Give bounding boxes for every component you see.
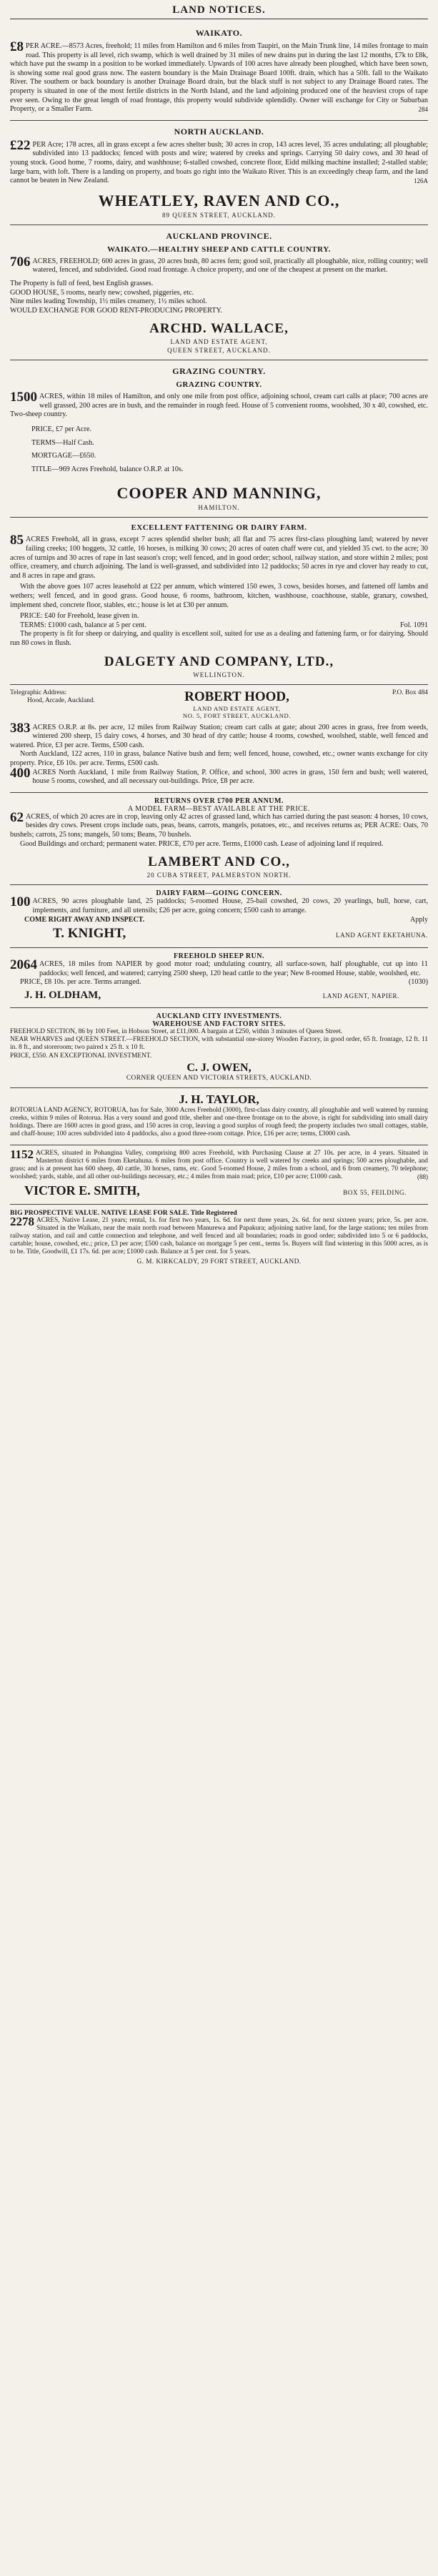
hood-lead-1: 383 bbox=[10, 720, 31, 736]
fattening-title: EXCELLENT FATTENING OR DAIRY FARM. bbox=[131, 523, 307, 533]
fattening-text: ACRES Freehold, all in grass, except 7 acres splendid shelter bush; all flat and 75 acres first-class ploughing land; watered by never failing creeks; 100 hoggets, 32 cattle, 16 horses, is milking 30 cows; 20 acres of oaten chaff were cut, and yielded 35 cwt. to the acre; 30 acres of turnips and 30 acres of rape in last season's crop; well fenced, and in good order; school, railway station, and store within 2 miles; post office, creamery, and church adjoining. The land is well-grassed, and subdivided into 12 paddocks; 50 acres in rye and clover hay ready to cut, and 8 acres in rape and grass. bbox=[10, 536, 428, 580]
owen-text-2: NEAR WHARVES and QUEEN STREET.—FREEHOLD SECTION, with substantial one-storey Wooden Factory, in good order, 65 ft. frontage, 12 ft. 11 in. 8 ft., and storeroom; two paired x 25 ft. x 10 ft. bbox=[10, 1036, 428, 1052]
kirkcaldy-title: BIG PROSPECTIVE VALUE. NATIVE LEASE FOR SALE. Title Registered bbox=[10, 1208, 237, 1217]
waikato-text: PER ACRE.—8573 Acres, freehold; 11 miles from Hamilton and 6 miles from Taupiri, on the Main Trunk line, 14 miles frontage to main road. This property is all level, rich swamp, which is well drained by 31 miles of new drains put in during the last 12 months, £7k to £8k, which have put the swamp in a position to be worked immediately. Upwards of 100 acres have already been ploughed, which have been sown, is showing some real good grass now. The eastern boundary is the Main Drainage Board 100ft. drain, which has a 50ft. fall to the Waikato River. The southern or back boundary is another Drainage Board drain, but the black stuff is not subject to any Drainage Board rates. The property is situated in one of the most fertile districts in the North Island, and the land adjoining produced one of the heaviest crops of rape ever seen. Owing to the great length of road frontage, this property would subdivide splendidly. Owner will exchange for City or Suburban Property, or a Smaller Farm. bbox=[10, 42, 428, 114]
owen-price: PRICE, £550. AN EXCEPTIONAL INVESTMENT. bbox=[10, 1052, 152, 1060]
auckland-province-notice bbox=[10, 225, 428, 361]
fattening-notice bbox=[10, 518, 428, 684]
smith-notice bbox=[10, 1145, 428, 1205]
hood-sub: LAND AND ESTATE AGENT, bbox=[193, 704, 281, 712]
grazing-lead: 1500 bbox=[10, 390, 37, 405]
taylor-notice bbox=[10, 1088, 428, 1145]
fattening-text-3: The property is fit for sheep or dairying, and quality is excellent soil, suited for use as a dealing and fattening farm, or for dairying. Should run 80 cows in flush. bbox=[10, 630, 428, 647]
land-notices-page bbox=[10, 0, 428, 1271]
owen-name: C. J. OWEN, bbox=[186, 1061, 252, 1074]
hood-text-2: North Auckland, 122 acres, 110 in grass, balance Native bush and fern; well fenced, house, cowshed, etc.; owner wants exchange for city property. Price, £6 10s. per acre. Terms, £500 cash. bbox=[10, 750, 428, 767]
fattening-text-2: With the above goes 107 acres leasehold at £22 per annum, which wintered 150 ewes, 3 cows, besides horses, and fattened off lambs and wethers; well fenced, and in good grass. Good house, 6 rooms, bathroom, kitchen, washhouse, coachhouse, stable, granary, cowshed, implement shed, concrete floor, stables, etc.; house is let at £30 per annum. bbox=[10, 583, 428, 609]
auckland-province-subtitle: WAIKATO.—HEALTHY SHEEP AND CATTLE COUNTRY. bbox=[107, 245, 331, 254]
hood-notice bbox=[10, 685, 428, 793]
oldham-fee: (1030) bbox=[408, 978, 428, 987]
knight-body bbox=[10, 894, 428, 915]
owen-addr: CORNER QUEEN AND VICTORIA STREETS, AUCKLAND. bbox=[126, 1074, 312, 1082]
oldham-body bbox=[10, 957, 428, 978]
oldham-notice bbox=[10, 948, 428, 1008]
hood-lead-2: 400 bbox=[10, 765, 31, 781]
grazing-subtitle: GRAZING COUNTRY. bbox=[176, 380, 262, 390]
fattening-fol: Fol. 1091 bbox=[399, 621, 428, 629]
fattening-lead: 85 bbox=[10, 533, 24, 548]
oldham-name: J. H. OLDHAM, bbox=[24, 990, 101, 1002]
waikato-notice bbox=[10, 22, 428, 121]
auckland-province-body bbox=[10, 254, 428, 275]
oldham-name-row bbox=[10, 990, 428, 1002]
hood-telegraphic bbox=[10, 689, 103, 719]
cooper-address: HAMILTON. bbox=[198, 504, 240, 512]
grazing-text: ACRES, within 18 miles of Hamilton, and only one mile from post office, adjoining school, cream cart calls at place; 700 acres are well grassed, 200 acres are in bush, and the remainder in rough feed. House of 5 convenient rooms, woolshed, 30 x 40, cowshed, etc. Two-sheep country. bbox=[10, 393, 428, 419]
oldham-sub: LAND AGENT, NAPIER. bbox=[322, 992, 399, 1000]
knight-text: ACRES, 90 acres ploughable land, 25 paddocks; 5-roomed House, 25-bail cowshed, 20 cows, 20 yearlings, bull, horse, cart, implements, and furniture, and all utensils; £26 per acre, going concern; £500 cash to arrange. bbox=[32, 897, 428, 914]
smith-name-row bbox=[10, 1183, 428, 1198]
smith-box: BOX 55, FEILDING. bbox=[343, 1188, 407, 1196]
kirkcaldy-body bbox=[10, 1214, 428, 1257]
grazing-title-note: TITLE—969 Acres Freehold, balance O.R.P. at 10s. bbox=[31, 465, 184, 473]
knight-name: T. KNIGHT, bbox=[53, 926, 126, 942]
owen-title-1: AUCKLAND CITY INVESTMENTS. bbox=[156, 1012, 282, 1021]
lambert-agent-name: LAMBERT AND CO., bbox=[148, 854, 290, 870]
owen-notice bbox=[10, 1008, 428, 1088]
wallace-agent-name: ARCHD. WALLACE, bbox=[149, 321, 289, 337]
page-header: LAND NOTICES. bbox=[10, 4, 428, 19]
hood-body-1 bbox=[10, 720, 428, 751]
hood-tele-value: Hood, Arcade, Auckland. bbox=[27, 696, 96, 704]
smith-body bbox=[10, 1147, 428, 1182]
waikato-fee: 284 bbox=[418, 106, 428, 114]
grazing-mortgage: MORTGAGE—£650. bbox=[31, 452, 96, 460]
north-auckland-fee: 126A bbox=[414, 177, 428, 185]
hood-name: ROBERT HOOD, bbox=[184, 689, 289, 704]
north-auckland-notice bbox=[10, 121, 428, 225]
auckland-province-extra-3: Nine miles leading Township, 1½ miles creamery, 1½ miles school. bbox=[10, 297, 207, 306]
auckland-province-extra-2: GOOD HOUSE, 5 rooms, nearly new; cowshed, piggeries, etc. bbox=[10, 288, 194, 297]
model-title: RETURNS OVER £700 PER ANNUM. bbox=[154, 796, 284, 805]
cooper-agent-name: COOPER AND MANNING, bbox=[116, 484, 322, 503]
grazing-body bbox=[10, 390, 428, 420]
dalgety-agent-name: DALGETY AND COMPANY, LTD., bbox=[104, 653, 334, 669]
owen-title-2: WAREHOUSE AND FACTORY SITES. bbox=[152, 1020, 286, 1029]
owen-text-1: FREEHOLD SECTION, 86 by 100 Feet, in Hobson Street, at £11,000. A bargain at £250, within 3 minutes of Queen Street. bbox=[10, 1028, 343, 1036]
model-lead: 62 bbox=[10, 809, 24, 825]
model-text-2: Good Buildings and orchard; permanent water. PRICE, £70 per acre. Terms, £1000 cash. Lease of adjoining land if required. bbox=[20, 839, 384, 848]
knight-note-row bbox=[10, 916, 428, 924]
north-auckland-text: PER Acre; 178 acres, all in grass except a few acres shelter bush; 30 acres in crop, 143 acres level, 35 acres undulating; all ploughable; subdivided into 13 paddocks; fenced with posts and wire; watered by creeks and springs. Carrying 50 dairy cows, and 30 head of young stock. Good home, 7 rooms, dairy, and washhouse; 6-stalled cowshed, concrete floor, Eidd milking machine installed; 2-stalled stable; large barn, with loft. There is a landing on property, and boats go right into the Waikato River. This is an exceedingly cheap farm, and the land cannot be beaten in New Zealand. bbox=[10, 140, 428, 185]
smith-name: VICTOR E. SMITH, bbox=[24, 1183, 140, 1198]
auckland-province-text: ACRES, FREEHOLD; 600 acres in grass, 20 acres bush, 80 acres fern; good soil, practically all ploughable, nice, rolling country; well watered, fenced, and subdivided. Good road frontage. A choice property, and one of the cheapest at present on the market. bbox=[32, 257, 428, 275]
kirkcaldy-lead: 2278 bbox=[10, 1214, 34, 1228]
auckland-province-title: AUCKLAND PROVINCE. bbox=[166, 230, 272, 241]
knight-note: COME RIGHT AWAY AND INSPECT. bbox=[24, 916, 145, 924]
dalgety-address: WELLINGTON. bbox=[193, 671, 245, 678]
kirkcaldy-text: ACRES, Native Lease, 21 years; rental, 1s. for first two years, 1s. 6d. for next three years, 2s. 6d. for next sixteen years; price, 5s. per acre. Situated in the Waikato, near the main north road between Manurewa and Papakura; adjoining native land, for the large stations; ten miles from railway station, and rail and cattle connection and telephone, and well fenced and all boundaries; roads in good order; subdivided into 5 or 6 paddocks, cartable; house, cowshed, etc.; price, £3 per acre; £500 cash, balance on mortgage 5 per cent., terms 5s. Buyers will find wintering in this 5000 acres, as is to be. Title, Goodwill, £1 17s. 6d. per acre; £1000 cash. Balance at 5 per cent. for 5 years. bbox=[10, 1216, 428, 1256]
wallace-agent-sub: LAND AND ESTATE AGENT, bbox=[170, 338, 268, 346]
north-auckland-title: NORTH AUCKLAND. bbox=[174, 126, 264, 137]
waikato-title: WAIKATO. bbox=[195, 28, 243, 38]
smith-fee: (88) bbox=[417, 1173, 428, 1181]
fattening-terms: TERMS: £1000 cash, balance at 5 per cent. bbox=[20, 621, 146, 629]
wheatley-agent-name: WHEATLEY, RAVEN AND CO., bbox=[98, 191, 340, 209]
hood-text-1: ACRES O.R.P. at 8s. per acre, 12 miles from Railway Station; cream cart calls at gate; about 200 acres in grass, free from weeds, wintered 200 sheep, 15 dairy cows, 4 horses, and 30 head of dry cattle; house 4 rooms, cowshed, woolshed, stable, well fenced and watered. Price, £3 per acre. Terms, £500 cash. bbox=[10, 723, 428, 749]
knight-lead: 100 bbox=[10, 894, 31, 910]
auckland-province-extra-4: WOULD EXCHANGE FOR GOOD RENT-PRODUCING PROPERTY. bbox=[10, 306, 223, 315]
oldham-price-row bbox=[10, 978, 428, 987]
kirkcaldy-footer: G. M. KIRKCALDY, 29 FORT STREET, AUCKLAND. bbox=[136, 1258, 302, 1265]
knight-name-row bbox=[10, 926, 428, 942]
knight-title: DAIRY FARM—GOING CONCERN. bbox=[156, 889, 282, 898]
fattening-terms-row bbox=[10, 621, 428, 631]
wheatley-address: 89 QUEEN STREET, AUCKLAND. bbox=[161, 211, 277, 219]
model-body bbox=[10, 809, 428, 840]
hood-header-row bbox=[10, 689, 428, 719]
taylor-name: J. H. TAYLOR, bbox=[179, 1092, 259, 1106]
north-auckland-body bbox=[10, 137, 428, 186]
north-auckland-lead: £22 bbox=[10, 137, 31, 153]
hood-addr: NO. 5, FORT STREET, AUCKLAND. bbox=[182, 711, 292, 719]
hood-text-3: ACRES North Auckland, 1 mile from Railway Station, P. Office, and school, 300 acres in grass, 150 fern and bush; well watered, house 5 rooms, cowshed, and all necessary out-buildings. Price, £8 per acre. bbox=[32, 768, 428, 786]
hood-po: P.O. Box 484 bbox=[392, 689, 428, 696]
oldham-title: FREEHOLD SHEEP RUN. bbox=[173, 952, 265, 961]
waikato-lead: £8 bbox=[10, 39, 24, 54]
hood-title-block bbox=[103, 689, 371, 719]
fattening-body bbox=[10, 533, 428, 581]
auckland-province-extra-1: The Property is full of feed, best English grasses. bbox=[10, 279, 154, 287]
fattening-price: PRICE: £40 for Freehold, lease given in. bbox=[20, 612, 139, 621]
taylor-text: ROTORUA LAND AGENCY, ROTORUA, has for Sale, 3000 Acres Freehold (3000), first-class dairy country, all ploughable and well watered by running creeks, within 9 miles of Rotorua. Has a very sound and good title, shelter and one-three frontage on to the above, is right for subdividing into small dairy holdings. There are 1600 acres in good grass, and 150 acres in crop, leaving a good surplus of rough feed; the property includes two small cottages, stable, and chaff-house; 100 acres subdivided into 4 paddocks, also a good three-room cottage. Price, £16 per acre; terms, £3000 cash. bbox=[10, 1106, 428, 1138]
grazing-title: GRAZING COUNTRY. bbox=[172, 366, 266, 377]
waikato-body bbox=[10, 39, 428, 114]
oldham-price: PRICE, £8 10s. per acre. Terms arranged. bbox=[20, 978, 141, 987]
oldham-text: ACRES, 18 miles from NAPIER by good motor road; undulating country, all surface-sown, half ploughable, cut up into 11 paddocks; well fenced, and watered; carrying 2500 sheep, 120 head cattle to the year; New 8-roomed House, stable, woolshed, etc. bbox=[39, 960, 428, 977]
model-subtitle: A MODEL FARM—BEST AVAILABLE AT THE PRICE. bbox=[128, 804, 310, 813]
model-text: ACRES, of which 20 acres are in crop, leaving only 42 acres of grassed land, which has carried during the past season: 4 horses, 10 cows, besides dry cows. Present crops include oats, peas, beans, carrots, mangels, potatoes, etc., and receives returns as; PER ACRE: Oats, 70 bushels; carrots, 25 tons; mangels, 50 tons; Beans, 70 bushels. bbox=[10, 812, 428, 839]
oldham-lead: 2064 bbox=[10, 957, 37, 973]
grazing-price: PRICE, £7 per Acre. bbox=[31, 425, 92, 434]
lambert-address: 20 CUBA STREET, PALMERSTON NORTH. bbox=[146, 872, 292, 879]
knight-notice bbox=[10, 885, 428, 948]
smith-lead: 1152 bbox=[10, 1147, 34, 1161]
hood-body-3 bbox=[10, 765, 428, 786]
knight-apply: Apply bbox=[410, 916, 428, 924]
grazing-terms: TERMS—Half Cash. bbox=[31, 438, 94, 447]
hood-tele-label: Telegraphic Address: bbox=[10, 689, 67, 696]
kirkcaldy-notice bbox=[10, 1205, 428, 1271]
auckland-province-lead: 706 bbox=[10, 254, 31, 270]
smith-text: ACRES, situated in Pohangina Valley, comprising 800 acres Freehold, with Purchasing Clause at 27 10s. per acre, in 4 years. Situated in Masterton district 6 miles from Eketahuna. 6 miles from post office. Country is well watered by creeks and springs; 500 acres ploughable, and grass; and is at present has 600 sheep, 40 cattle, 30 horses, rams, etc. Good 5-roomed House, 2 miles from a school, and 6 from creamery, 70 telephone; woolshed; yards, stable, and all other out-buildings necessary, etc.; 4 miles from main road; price, £10 per acre; £1000 cash. bbox=[10, 1149, 428, 1181]
knight-sub: LAND AGENT EKETAHUNA. bbox=[336, 932, 428, 939]
model-farm-notice bbox=[10, 793, 428, 885]
grazing-notice bbox=[10, 360, 428, 518]
wallace-address: QUEEN STREET, AUCKLAND. bbox=[167, 347, 271, 355]
